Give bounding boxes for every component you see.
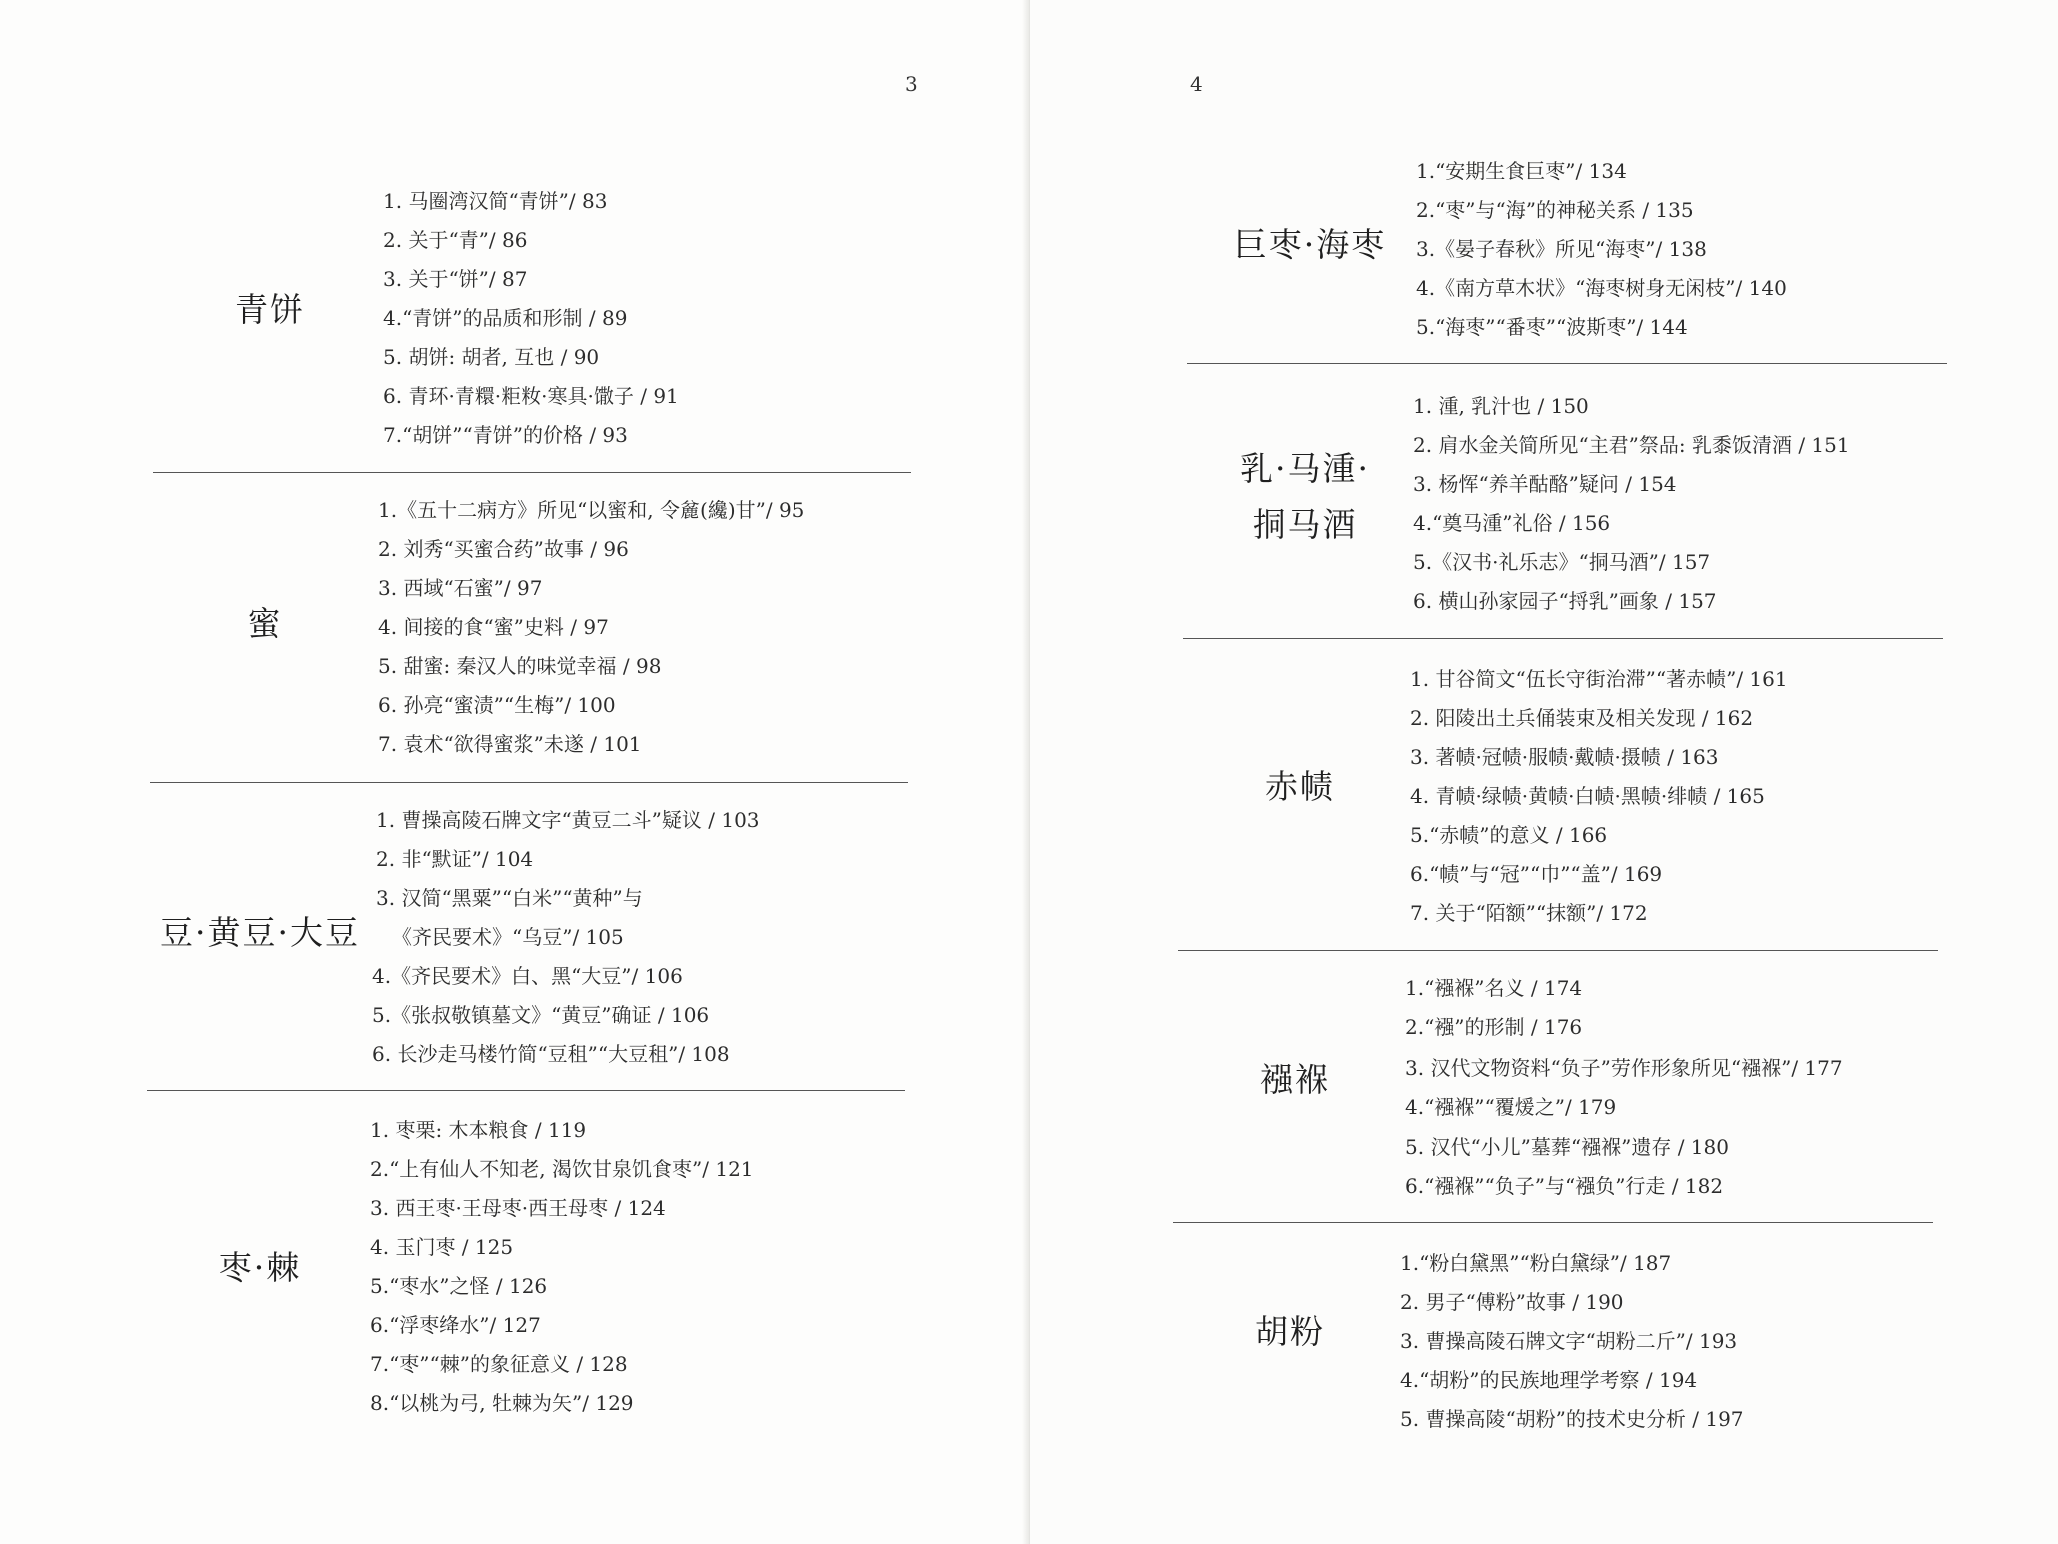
section-divider	[150, 782, 908, 783]
toc-entry[interactable]: 2. 阳陵出土兵俑装束及相关发现 / 162	[1410, 706, 1754, 730]
toc-entry[interactable]: 8.“以桃为弓, 牡棘为矢”/ 129	[370, 1391, 634, 1415]
toc-entry[interactable]: 5. 甜蜜: 秦汉人的味觉幸福 / 98	[378, 654, 662, 678]
toc-entry[interactable]: 4.“奠马湩”礼俗 / 156	[1413, 511, 1611, 535]
toc-entry[interactable]: 5. 胡饼: 胡者, 互也 / 90	[383, 345, 600, 369]
toc-entry[interactable]: 1.“襁褓”名义 / 174	[1405, 976, 1583, 1000]
section-divider	[153, 472, 911, 473]
toc-entry[interactable]: 4.《南方草木状》“海枣树身无闲枝”/ 140	[1416, 276, 1787, 300]
section-title: 乳·马湩·	[1240, 449, 1370, 488]
toc-entry[interactable]: 1.“安期生食巨枣”/ 134	[1416, 159, 1627, 183]
toc-entry[interactable]: 3. 杨恽“养羊酤酪”疑问 / 154	[1413, 472, 1677, 496]
toc-entry[interactable]: 3. 汉代文物资料“负子”劳作形象所见“襁褓”/ 177	[1405, 1056, 1843, 1080]
toc-entry[interactable]: 6. 横山孙家园子“捋乳”画象 / 157	[1413, 589, 1717, 613]
page-number: 4	[1190, 72, 1203, 96]
section-divider	[1178, 950, 1938, 951]
toc-entry[interactable]: 4.“青饼”的品质和形制 / 89	[383, 306, 628, 330]
toc-entry[interactable]: 4.“襁褓”“覆煖之”/ 179	[1405, 1095, 1617, 1119]
toc-entry[interactable]: 1. 马圈湾汉简“青饼”/ 83	[383, 189, 608, 213]
toc-entry[interactable]: 4. 玉门枣 / 125	[370, 1235, 514, 1259]
toc-entry[interactable]: 4.“胡粉”的民族地理学考察 / 194	[1400, 1368, 1698, 1392]
toc-entry[interactable]: 3.《晏子春秋》所见“海枣”/ 138	[1416, 237, 1707, 261]
toc-entry[interactable]: 1. 湩, 乳汁也 / 150	[1413, 394, 1589, 418]
section-title: 巨枣·海枣	[1233, 225, 1387, 264]
section-title: 赤帻	[1265, 767, 1335, 806]
toc-entry[interactable]: 3. 著帻·冠帻·服帻·戴帻·摄帻 / 163	[1410, 745, 1719, 769]
toc-entry[interactable]: 7.“胡饼”“青饼”的价格 / 93	[383, 423, 628, 447]
toc-entry[interactable]: 5.《汉书·礼乐志》“挏马酒”/ 157	[1413, 550, 1711, 574]
toc-entry[interactable]: 5.《张叔敬镇墓文》“黄豆”确证 / 106	[372, 1003, 710, 1027]
toc-entry[interactable]: 3. 曹操高陵石牌文字“胡粉二斤”/ 193	[1400, 1329, 1738, 1353]
section-title: 枣·棘	[218, 1248, 302, 1287]
toc-entry[interactable]: 6. 长沙走马楼竹简“豆租”“大豆租”/ 108	[372, 1042, 730, 1066]
toc-entry[interactable]: 7.“枣”“棘”的象征意义 / 128	[370, 1352, 628, 1376]
toc-entry[interactable]: 5.“枣水”之怪 / 126	[370, 1274, 548, 1298]
toc-entry[interactable]: 2. 肩水金关简所见“主君”祭品: 乳黍饭清酒 / 151	[1413, 433, 1850, 457]
section-title: 蜜	[247, 604, 283, 643]
toc-entry[interactable]: 4.《齐民要术》白、黑“大豆”/ 106	[372, 964, 683, 988]
toc-entry[interactable]: 6.“帻”与“冠”“巾”“盖”/ 169	[1410, 862, 1663, 886]
toc-entry[interactable]: 6.“襁褓”“负子”与“襁负”行走 / 182	[1405, 1174, 1724, 1198]
section-title: 青饼	[235, 290, 305, 329]
toc-entry[interactable]: 4. 间接的食“蜜”史料 / 97	[378, 615, 609, 639]
toc-entry[interactable]: 1. 曹操高陵石牌文字“黄豆二斗”疑议 / 103	[376, 808, 760, 832]
toc-entry[interactable]: 5.“赤帻”的意义 / 166	[1410, 823, 1608, 847]
toc-entry[interactable]: 1. 甘谷简文“伍长守街治滞”“著赤帻”/ 161	[1410, 667, 1788, 691]
toc-entry[interactable]: 2.“襁”的形制 / 176	[1405, 1015, 1583, 1039]
toc-entry[interactable]: 6. 孙亮“蜜渍”“生梅”/ 100	[378, 693, 616, 717]
section-title: 襁褓	[1260, 1060, 1330, 1099]
section-divider	[1187, 363, 1947, 364]
toc-entry[interactable]: 5.“海枣”“番枣”“波斯枣”/ 144	[1416, 315, 1688, 339]
toc-entry[interactable]: 《齐民要术》“乌豆”/ 105	[392, 925, 624, 949]
toc-entry[interactable]: 2. 关于“青”/ 86	[383, 228, 528, 252]
toc-entry[interactable]: 1.“粉白黛黑”“粉白黛绿”/ 187	[1400, 1251, 1672, 1275]
section-title: 胡粉	[1255, 1312, 1325, 1351]
section-divider	[1183, 638, 1943, 639]
right-page	[1030, 0, 2058, 1544]
toc-entry[interactable]: 2. 非“默证”/ 104	[376, 847, 534, 871]
toc-entry[interactable]: 5. 汉代“小儿”墓葬“襁褓”遗存 / 180	[1405, 1135, 1729, 1159]
section-title: 豆·黄豆·大豆	[160, 913, 360, 952]
toc-entry[interactable]: 5. 曹操高陵“胡粉”的技术史分析 / 197	[1400, 1407, 1744, 1431]
toc-entry[interactable]: 1. 枣栗: 木本粮食 / 119	[370, 1118, 587, 1142]
toc-entry[interactable]: 2. 刘秀“买蜜合药”故事 / 96	[378, 537, 629, 561]
toc-entry[interactable]: 6.“浮枣绛水”/ 127	[370, 1313, 541, 1337]
toc-entry[interactable]: 2.“上有仙人不知老, 渴饮甘泉饥食枣”/ 121	[370, 1157, 754, 1181]
section-title: 挏马酒	[1252, 505, 1358, 544]
toc-entry[interactable]: 2.“枣”与“海”的神秘关系 / 135	[1416, 198, 1694, 222]
toc-entry[interactable]: 4. 青帻·绿帻·黄帻·白帻·黑帻·绯帻 / 165	[1410, 784, 1765, 808]
page-number: 3	[905, 72, 918, 96]
section-divider	[147, 1090, 905, 1091]
toc-entry[interactable]: 3. 关于“饼”/ 87	[383, 267, 528, 291]
toc-entry[interactable]: 7. 关于“陌额”“抹额”/ 172	[1410, 901, 1648, 925]
toc-entry[interactable]: 1.《五十二病方》所见“以蜜和, 令麄(纔)甘”/ 95	[378, 498, 805, 522]
toc-entry[interactable]: 3. 汉简“黑粟”“白米”“黄种”与	[376, 886, 643, 910]
toc-entry[interactable]: 6. 青环·青糫·粔籹·寒具·馓子 / 91	[383, 384, 679, 408]
section-divider	[1173, 1222, 1933, 1223]
toc-entry[interactable]: 2. 男子“傅粉”故事 / 190	[1400, 1290, 1624, 1314]
toc-entry[interactable]: 3. 西域“石蜜”/ 97	[378, 576, 543, 600]
toc-entry[interactable]: 3. 西王枣·王母枣·西王母枣 / 124	[370, 1196, 666, 1220]
toc-entry[interactable]: 7. 袁术“欲得蜜浆”未遂 / 101	[378, 732, 642, 756]
